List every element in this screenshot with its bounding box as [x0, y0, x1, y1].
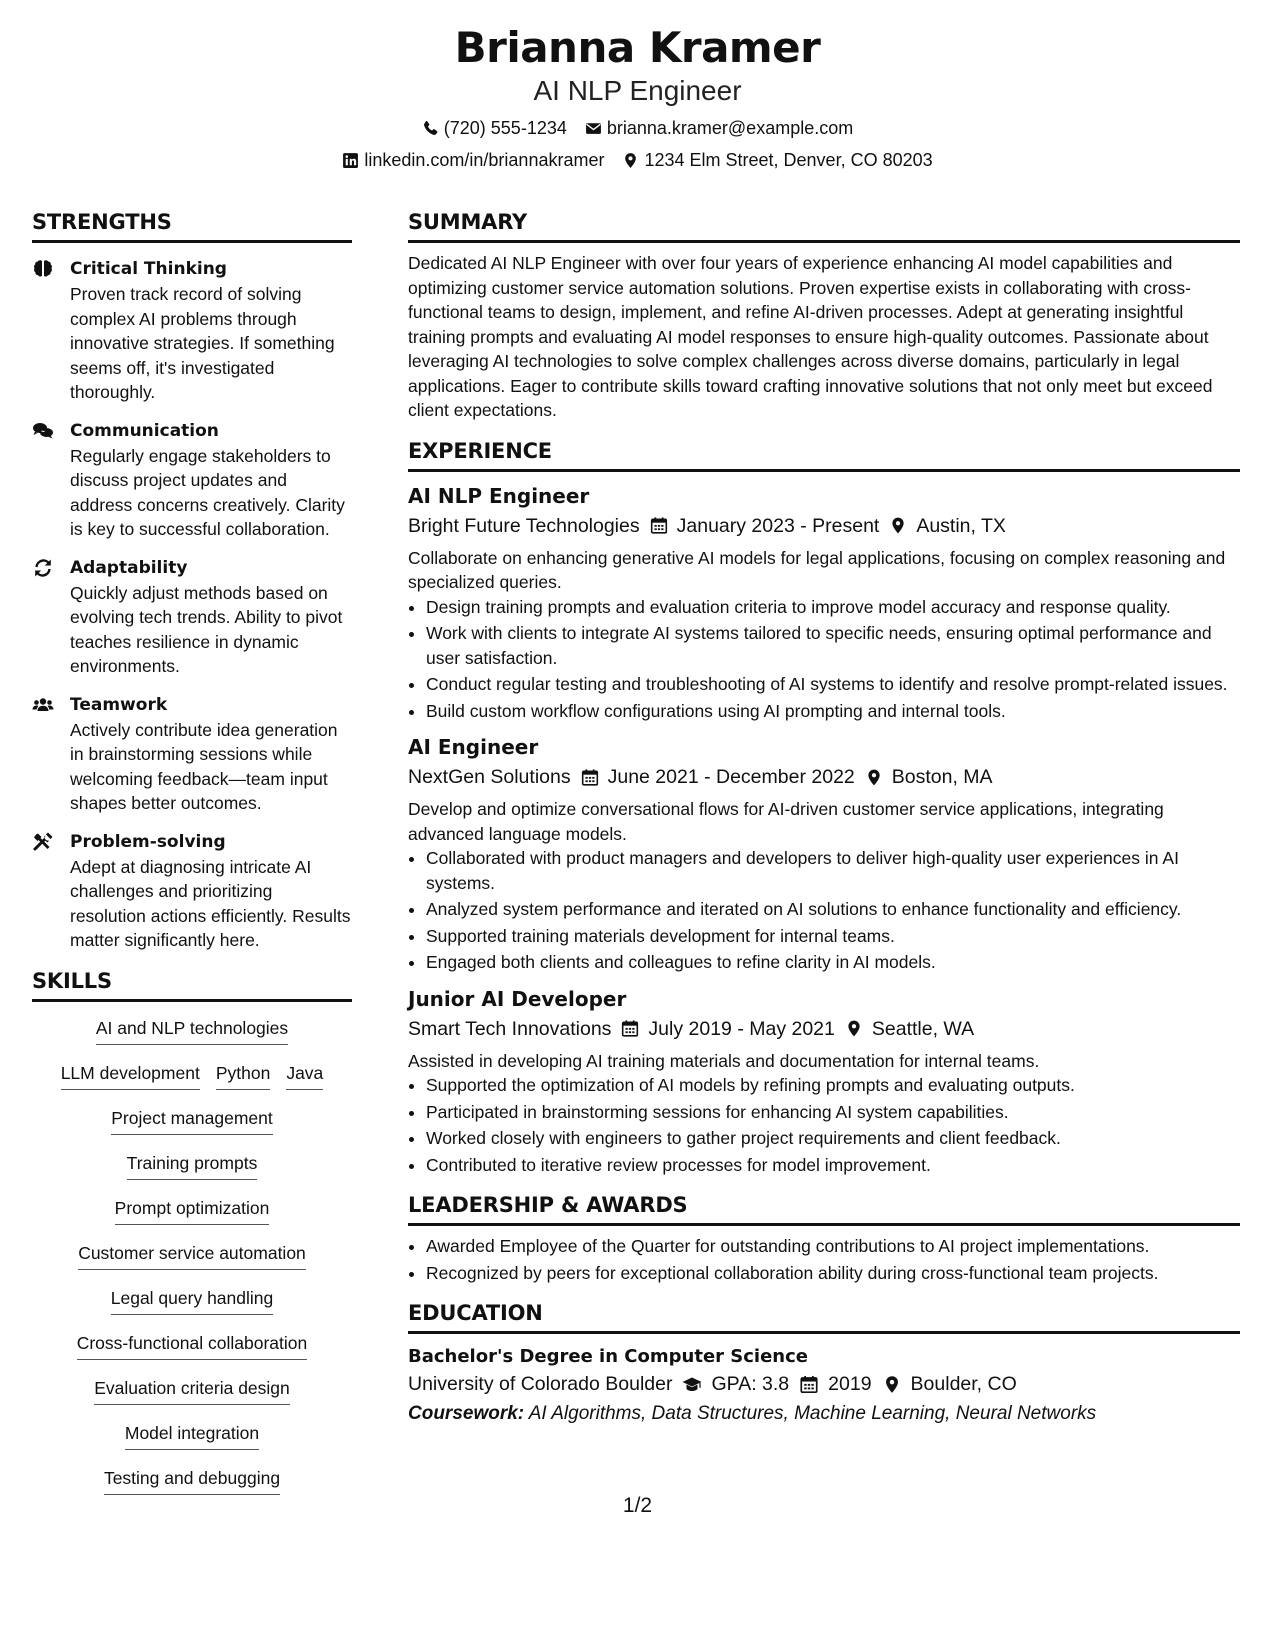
graduation-cap-icon	[682, 1375, 702, 1394]
skill-row	[32, 1241, 352, 1286]
job-entry	[408, 733, 1240, 975]
skill-row	[32, 1061, 352, 1106]
email-text[interactable]: brianna.kramer@example.com	[606, 118, 854, 138]
list-item: • Worked closely with engineers to gather project requirements and client feedback.	[426, 1126, 1240, 1151]
job-dates: July 2019 - May 2021	[648, 1017, 835, 1040]
skill-tag: AI and NLP technologies	[96, 1016, 288, 1045]
summary-section	[408, 208, 1240, 423]
skill-tag: Evaluation criteria design	[94, 1376, 290, 1405]
strength-item	[32, 556, 352, 679]
strength-desc: Quickly adjust methods based on evolving tech trends. Ability to pivot teaches resilience in dynamic environments.	[70, 582, 343, 676]
list-item: • Engaged both clients and colleagues to refine clarity in AI models.	[426, 950, 1240, 975]
job-location-group	[865, 763, 993, 791]
summary-text: Dedicated AI NLP Engineer with over four years of experience enhancing AI model capabilities and optimizing customer service automation solutions. Proven expertise exists in collaborating with cross-functional teams to design, implement, and refine AI-driven processes. Adept at generating insightful training prompts and evaluating AI model responses to ensure high-quality outcomes. Passionate about leveraging AI technologies to solve complex challenges across diverse domains, particularly in legal applications. Eager to contribute skills toward crafting innovative solutions that not only meet but exceed client expectations.	[408, 253, 1213, 420]
list-item: • Supported the optimization of AI models by refining prompts and evaluating outputs.	[426, 1073, 1240, 1098]
job-location: Boston, MA	[891, 766, 993, 788]
phone-contact	[422, 116, 567, 140]
strength-name: Teamwork	[70, 694, 168, 715]
list-item: • Contributed to iterative review processes for model improvement.	[426, 1153, 1240, 1178]
edu-gpa-group	[682, 1370, 789, 1398]
job-meta	[408, 512, 1240, 540]
job-desc: Assisted in developing AI training materials and documentation for internal teams.	[408, 1050, 1040, 1071]
job-meta	[408, 763, 1240, 791]
job-company: Bright Future Technologies	[408, 514, 640, 537]
skill-tag: Testing and debugging	[104, 1466, 280, 1495]
leadership-section	[408, 1191, 1240, 1285]
job-location-group	[845, 1015, 974, 1043]
experience-section	[408, 437, 1240, 1178]
brain-icon	[32, 259, 56, 279]
resume-header	[0, 22, 1275, 172]
summary-heading: SUMMARY	[408, 208, 1240, 243]
list-item: • Supported training materials development for internal teams.	[426, 924, 1240, 949]
list-item: • Awarded Employee of the Quarter for outstanding contributions to AI project implementations.	[426, 1234, 1240, 1259]
right-column	[408, 208, 1240, 1428]
job-dates: June 2021 - December 2022	[607, 766, 855, 788]
job-dates: January 2023 - Present	[676, 514, 880, 537]
list-item: • Participated in brainstorming sessions for enhancing AI system capabilities.	[426, 1100, 1240, 1125]
job-meta	[408, 1015, 1240, 1043]
strength-item	[32, 257, 352, 405]
strengths-heading: STRENGTHS	[32, 208, 352, 243]
map-marker-icon	[882, 1375, 902, 1394]
list-item: • Collaborated with product managers and developers to deliver high-quality user experiences in AI systems.	[426, 846, 1240, 895]
job-dates-group	[581, 763, 855, 791]
left-column	[32, 208, 352, 1511]
skill-tag: Cross-functional collaboration	[77, 1331, 308, 1360]
envelope-icon	[585, 120, 602, 137]
strength-item	[32, 693, 352, 816]
job-bullets	[408, 595, 1240, 724]
strength-desc: Proven track record of solving complex AI problems through innovative strategies. If something seems off, it's investigated thoroughly.	[70, 284, 335, 402]
skill-row	[32, 1151, 352, 1196]
tools-icon	[32, 832, 56, 852]
skill-tag: Training prompts	[127, 1151, 258, 1180]
linkedin-icon	[342, 152, 359, 169]
skill-row	[32, 1286, 352, 1331]
strength-desc: Adept at diagnosing intricate AI challenges and prioritizing resolution actions efficiently. Results matter significantly here.	[70, 856, 351, 950]
list-item: • Conduct regular testing and troubleshooting of AI systems to identify and resolve prompt-related issues.	[426, 672, 1240, 697]
list-item: • Design training prompts and evaluation criteria to improve model accuracy and response quality.	[426, 595, 1240, 620]
strength-item	[32, 419, 352, 542]
skill-tag: Java	[286, 1061, 323, 1090]
strength-name: Problem-solving	[70, 831, 226, 852]
list-item: • Analyzed system performance and iterated on AI solutions to enhance functionality and efficiency.	[426, 897, 1240, 922]
linkedin-text[interactable]: linkedin.com/in/briannakramer	[364, 150, 605, 170]
contact-row-1	[0, 116, 1275, 140]
page-number: 1/2	[622, 1494, 653, 1517]
email-contact[interactable]	[585, 116, 853, 140]
list-item: • Work with clients to integrate AI systems tailored to specific needs, ensuring optimal performance and user satisfaction.	[426, 621, 1240, 670]
job-company: NextGen Solutions	[408, 766, 571, 788]
leadership-heading: LEADERSHIP & AWARDS	[408, 1191, 1240, 1226]
strength-desc: Actively contribute idea generation in brainstorming sessions while welcoming feedback—team input shapes better outcomes.	[70, 719, 338, 813]
linkedin-contact[interactable]	[342, 148, 604, 172]
skills-section	[32, 967, 352, 1511]
edu-school: University of Colorado Boulder	[408, 1373, 673, 1395]
education-heading: EDUCATION	[408, 1299, 1240, 1334]
skills-list	[32, 1016, 352, 1511]
job-title: AI NLP Engineer	[408, 483, 590, 508]
job-dates-group	[650, 512, 880, 540]
edu-year-group	[799, 1370, 871, 1398]
candidate-title: AI NLP Engineer	[533, 75, 742, 106]
address-text: 1234 Elm Street, Denver, CO 80203	[644, 150, 933, 170]
job-desc: Collaborate on enhancing generative AI models for legal applications, focusing on complex reasoning and specialized queries.	[408, 547, 1226, 592]
coursework	[408, 1400, 1240, 1428]
phone-icon	[422, 120, 439, 137]
strengths-list	[32, 257, 352, 953]
skill-row	[32, 1331, 352, 1376]
skill-tag: Prompt optimization	[115, 1196, 270, 1225]
contact-row-2	[0, 148, 1275, 172]
phone-text: (720) 555-1234	[443, 118, 567, 138]
map-marker-icon	[622, 152, 639, 169]
job-desc: Develop and optimize conversational flows for AI-driven customer service applications, integrating advanced language models.	[408, 799, 1164, 844]
education-section	[408, 1299, 1240, 1428]
edu-location: Boulder, CO	[910, 1373, 1017, 1395]
skill-tag: Python	[216, 1061, 270, 1090]
edu-meta	[408, 1370, 1240, 1398]
job-bullets	[408, 846, 1240, 975]
job-title: Junior AI Developer	[408, 986, 627, 1011]
skill-tag: LLM development	[61, 1061, 200, 1090]
skill-tag: Legal query handling	[111, 1286, 274, 1315]
experience-heading: EXPERIENCE	[408, 437, 1240, 472]
skill-row	[32, 1376, 352, 1421]
sync-icon	[32, 558, 56, 578]
calendar-icon	[650, 516, 668, 535]
coursework-text: AI Algorithms, Data Structures, Machine Learning, Neural Networks	[528, 1403, 1097, 1424]
strength-desc: Regularly engage stakeholders to discuss project updates and address concerns creatively. Clarity is key to successful collaboration.	[70, 445, 345, 539]
address-contact	[622, 148, 932, 172]
edu-year: 2019	[828, 1373, 872, 1395]
skill-row	[32, 1196, 352, 1241]
job-entry	[408, 985, 1240, 1178]
candidate-name: Brianna Kramer	[454, 23, 821, 72]
skill-row	[32, 1421, 352, 1466]
job-dates-group	[621, 1015, 834, 1043]
job-entry	[408, 482, 1240, 724]
strength-name: Critical Thinking	[70, 259, 227, 279]
list-item: • Recognized by peers for exceptional collaboration ability during cross-functional team projects.	[426, 1261, 1240, 1286]
job-location: Austin, TX	[916, 514, 1006, 537]
skill-tag: Model integration	[125, 1421, 259, 1450]
strength-item	[32, 830, 352, 953]
skill-row	[32, 1016, 352, 1061]
job-location: Seattle, WA	[871, 1017, 975, 1040]
comments-icon	[32, 421, 56, 441]
calendar-icon	[581, 768, 599, 787]
edu-degree: Bachelor's Degree in Computer Science	[408, 1346, 808, 1367]
skill-row	[32, 1106, 352, 1151]
job-location-group	[889, 512, 1006, 540]
list-item: • Build custom workflow configurations using AI prompting and internal tools.	[426, 699, 1240, 724]
job-company: Smart Tech Innovations	[408, 1017, 612, 1040]
job-title: AI Engineer	[408, 735, 539, 759]
coursework-label: Coursework:	[408, 1403, 525, 1424]
skills-heading: SKILLS	[32, 967, 352, 1002]
calendar-icon	[799, 1375, 819, 1394]
map-marker-icon	[889, 516, 907, 535]
skill-tag: Customer service automation	[78, 1241, 306, 1270]
skill-tag: Project management	[111, 1106, 272, 1135]
job-bullets	[408, 1073, 1240, 1177]
users-icon	[32, 695, 56, 715]
edu-gpa: GPA: 3.8	[711, 1373, 790, 1395]
calendar-icon	[621, 1019, 639, 1038]
strength-name: Communication	[70, 420, 219, 441]
leadership-bullets	[408, 1234, 1240, 1285]
map-marker-icon	[845, 1019, 863, 1038]
edu-location-group	[882, 1370, 1017, 1398]
map-marker-icon	[865, 768, 883, 787]
strength-name: Adaptability	[70, 557, 188, 578]
